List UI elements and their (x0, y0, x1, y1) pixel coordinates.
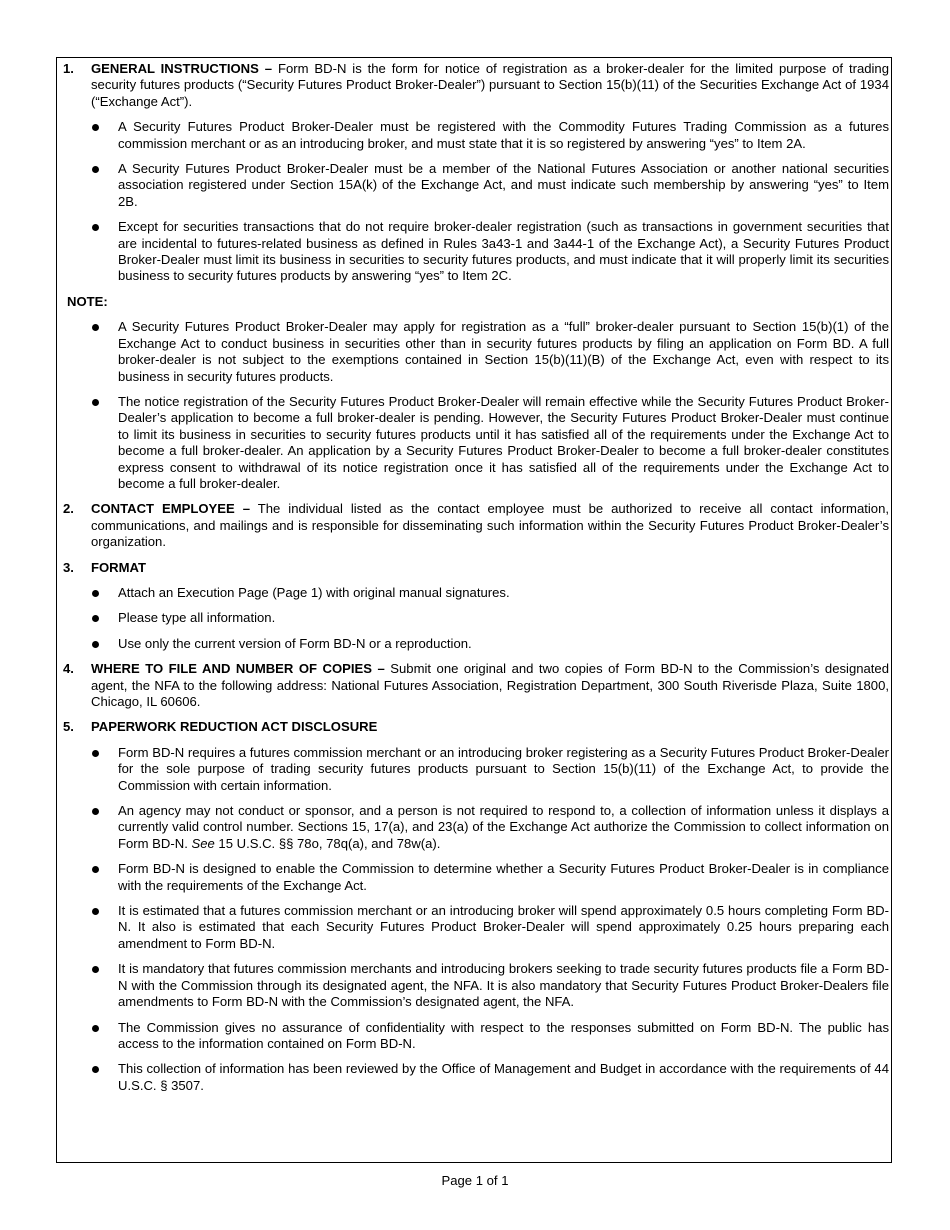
list-item (63, 636, 889, 652)
bullet-text: It is mandatory that futures commission merchants and introducing brokers seeking to trade security futures products file a Form BD-N with the Commission through its designated agent, the NFA. It is also mandatory that Security Futures Product Broker-Dealers file amendments to Form BD-N with the Commission’s designated agent, the NFA. (118, 961, 889, 1010)
section-contact-employee (63, 501, 889, 550)
bullet-icon (92, 808, 99, 815)
list-item (63, 161, 889, 210)
list-item (63, 861, 889, 894)
bullet-text: The notice registration of the Security Futures Product Broker-Dealer will remain effective while the Security Futures Product Broker-Dealer’s application to become a full broker-dealer is pending. However, the Security Futures Product Broker-Dealer must continue to limit its business in securities to security futures products until it has satisfied all of the requirements under the Exchange Act to become a full broker-dealer. An application by a Security Futures Product Broker-Dealer to become a full broker-dealer constitutes express consent to withdrawal of its notice registration once it has satisfied all of the requirements under the Exchange Act to become a full broker-dealer. (118, 393, 889, 491)
bullet-text: This collection of information has been reviewed by the Office of Management and Budget in accordance with the requirements of 44 U.S.C. § 3507. (118, 1061, 889, 1093)
note-label: NOTE: (67, 293, 108, 309)
section-text: Submit one original and two copies of Form BD-N to the Commission’s designated agent, the NFA to the following address: National Futures Association, Registration Department, 300 South Riverisde Plaza, Suite 1800, Chicago, IL 60606. (91, 661, 889, 709)
section-heading: GENERAL INSTRUCTIONS – (91, 61, 273, 76)
bullet-text: Form BD-N is designed to enable the Commission to determine whether a Security Futures Product Broker-Dealer is in compliance with the requirements of the Exchange Act. (118, 861, 889, 893)
bullet-text: The Commission gives no assurance of confidentiality with respect to the responses submitted on Form BD-N. The public has access to the information contained on Form BD-N. (118, 1019, 889, 1051)
section-text: The individual listed as the contact employee must be authorized to receive all contact information, communications, and mailings and is responsible for disseminating such information within the Security Futures Product Broker-Dealer’s organization. (91, 501, 889, 550)
section-heading: FORMAT (91, 559, 147, 575)
bullet-text: Use only the current version of Form BD-N or a reproduction. (118, 635, 472, 651)
bullet-icon (92, 866, 99, 873)
section-number: 1. (63, 61, 74, 76)
list-item (63, 610, 889, 626)
bullet-text: An agency may not conduct or sponsor, and a person is not required to respond to, a collection of information unless it displays a currently valid control number. Sections 15, 17(a), and 23(a) of the Exchange Act authorize the Commission to collect information on Form BD-N. (118, 803, 889, 851)
bullet-icon (92, 166, 99, 173)
bullet-text: A Security Futures Product Broker-Dealer may apply for registration as a “full” broker-dealer pursuant to Section 15(b)(1) of the Exchange Act to conduct business in securities other than in security futures products by filing an application on Form BD. A full broker-dealer is not subject to the exemptions contained in Section 15(b)(11)(B) of the Exchange Act, even with respect to its business in security futures products. (118, 319, 889, 384)
section-heading: WHERE TO FILE AND NUMBER OF COPIES – (91, 661, 385, 677)
section-format (63, 560, 889, 576)
bullet-text: A Security Futures Product Broker-Dealer must be registered with the Commodity Futures Trading Commission as a futures commission merchant or as an introducing broker, and must state that it is so registered by answering “yes” to Item 2A. (118, 119, 889, 151)
section-paperwork-reduction (63, 719, 889, 735)
bullet-icon (92, 224, 99, 231)
bullet-icon (92, 590, 99, 597)
bullet-text: Form BD-N requires a futures commission merchant or an introducing broker registering as a Security Futures Product Broker-Dealer for the sole purpose of trading security futures products pursuant to Section 15(b)(11) of the Exchange Act, to provide the Commission with certain information. (118, 744, 889, 793)
bullet-icon (92, 615, 99, 622)
bullet-icon (92, 399, 99, 406)
bullet-text: It is estimated that a futures commission merchant or an introducing broker will spend approximately 0.5 hours completing Form BD-N. It also is estimated that each Security Futures Product Broker-Dealer will spend approximately 0.25 hours preparing each amendment to Form BD-N. (118, 903, 889, 951)
bullet-text: A Security Futures Product Broker-Dealer must be a member of the National Futures Association or another national securities association registered under Section 15A(k) of the Exchange Act, and must indicate such membership by answering “yes” to Item 2B. (118, 161, 889, 209)
bullet-icon (92, 908, 99, 915)
section-heading: PAPERWORK REDUCTION ACT DISCLOSURE (91, 719, 378, 735)
list-item (63, 394, 889, 492)
bullet-icon (92, 966, 99, 973)
list-item (63, 961, 889, 1010)
bullet-text: Attach an Execution Page (Page 1) with original manual signatures. (118, 584, 510, 600)
bullet-icon (92, 124, 99, 131)
bullet-icon (92, 641, 99, 648)
bullet-text: Please type all information. (118, 610, 276, 626)
bullet-icon (92, 1066, 99, 1073)
section-text: Form BD-N is the form for notice of registration as a broker-dealer for the limited purpose of trading security futures products (“Security Futures Product Broker-Dealer”) pursuant to Section 15(b)(11) of the Securities Exchange Act of 1934 (“Exchange Act”). (91, 61, 890, 109)
section-number: 2. (63, 501, 74, 517)
list-item (63, 319, 889, 385)
bullet-icon (92, 750, 99, 757)
page-number: Page 1 of 1 (441, 1173, 509, 1188)
section-general-instructions (63, 61, 889, 110)
bullet-icon (92, 1025, 99, 1032)
list-item (63, 745, 889, 794)
citation-signal: See (191, 835, 215, 851)
section-number: 4. (63, 661, 74, 677)
section-number: 3. (63, 559, 74, 575)
section-where-to-file (63, 661, 889, 710)
list-item (63, 119, 889, 152)
bullet-icon (92, 324, 99, 331)
bullet-text: 15 U.S.C. §§ 78o, 78q(a), and 78w(a). (214, 835, 441, 851)
bullet-text: Except for securities transactions that do not require broker-dealer registration (such as transactions in government securities that are incidental to futures-related business as defined in Rules 3a43-1 and 3a44-1 of the Exchange Act), a Security Futures Product Broker-Dealer must limit its business in securities to security futures products, and must indicate that it will properly limit its securities business to security futures products by answering “yes” to Item 2C. (118, 219, 889, 284)
section-heading: CONTACT EMPLOYEE – (91, 501, 251, 517)
list-item (63, 219, 889, 285)
section-number: 5. (63, 719, 74, 735)
list-item (63, 903, 889, 952)
instructions-body (63, 61, 889, 1103)
list-item (63, 585, 889, 601)
list-item (63, 803, 889, 852)
list-item (63, 1020, 889, 1053)
list-item (63, 1061, 889, 1094)
